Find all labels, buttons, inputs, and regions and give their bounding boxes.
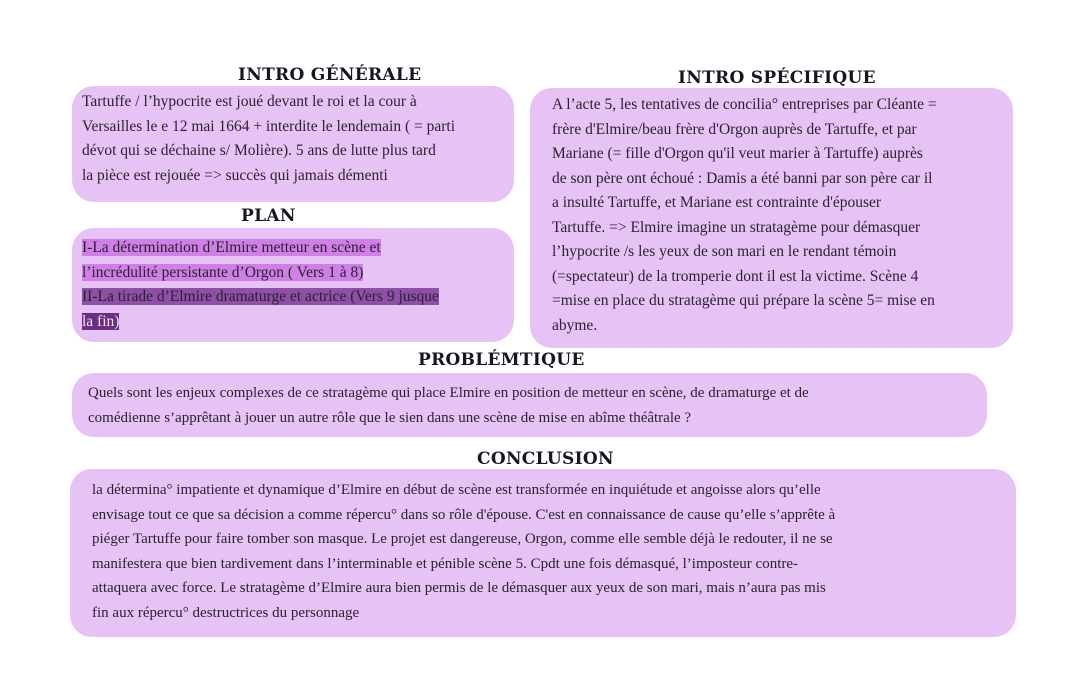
intro-generale-title: INTRO GÉNÉRALE [238, 65, 422, 85]
conclusion-line: fin aux répercu° destructrices du personnage [92, 604, 360, 621]
intro-specifique-title: INTRO SPÉCIFIQUE [678, 68, 876, 88]
conclusion-line: envisage tout ce que sa décision a comme répercu° dans so rôle d'épouse. C'est en connaissance de cause qu’elle s’apprête à [92, 506, 836, 523]
intro-specifique-line: a insulté Tartuffe, et Mariane est contrainte d'épouser [552, 194, 882, 211]
intro-specifique-line: Tartuffe. => Elmire imagine un stratagème pour démasquer [552, 218, 921, 236]
conclusion-title: CONCLUSION [477, 449, 614, 469]
conclusion-line: piéger Tartuffe pour faire tomber son masque. Le projet est dangereuse, Orgon, comme elle semble déjà le redouter, il ne se [92, 531, 833, 547]
intro-specifique-line: abyme. [552, 316, 598, 334]
plan-line-3: II-La tirade d’Elmire dramaturge et actrice (Vers 9 jusque [82, 288, 439, 305]
intro-specifique-line: l’hypocrite /s les yeux de son mari en le rendant témoin [552, 243, 897, 260]
intro-specifique-line: =mise en place du stratagème qui prépare la scène 5= mise en [552, 292, 935, 309]
problematique-line: comédienne s’apprêtant à jouer un autre rôle que le sien dans une scène de mise en abîme théâtrale ? [88, 409, 692, 426]
conclusion-line: manifestera que bien tardivement dans l’interminable et pénible scène 5. Cpdt une fois démasqué, l’imposteur contre- [92, 555, 799, 572]
conclusion-line: attaquera avec force. Le stratagème d’Elmire aura bien permis de le démasquer aux yeux de son mari, mais n’aura pas mis [92, 580, 826, 596]
intro-generale-box [72, 86, 514, 202]
intro-generale-line: dévot qui se déchaine s/ Molière). 5 ans de lutte plus tard [82, 142, 436, 159]
problematique-line: Quels sont les enjeux complexes de ce stratagème qui place Elmire en position de metteur en scène, de dramaturge et de [88, 385, 809, 401]
plan-line-2: l’incrédulité persistante d’Orgon ( Vers 1 à 8) [82, 263, 364, 281]
intro-specifique-box [530, 88, 1013, 348]
conclusion-box [70, 469, 1016, 637]
intro-specifique-line: de son père ont échoué : Damis a été banni par son père car il [552, 169, 933, 187]
plan-title: PLAN [241, 206, 296, 226]
problematique-title: PROBLÉMTIQUE [418, 350, 585, 370]
problematique-box [72, 373, 987, 437]
plan-box [72, 228, 514, 342]
intro-generale-line: Tartuffe / l’hypocrite est joué devant le roi et la cour à [82, 93, 417, 110]
intro-specifique-line: (=spectateur) de la tromperie dont il est la victime. Scène 4 [552, 267, 919, 285]
intro-specifique-line: frère d'Elmire/beau frère d'Orgon auprès de Tartuffe, et par [552, 120, 917, 138]
plan-line-1: I-La détermination d’Elmire metteur en scène et [82, 239, 381, 256]
intro-generale-line: Versailles le e 12 mai 1664 + interdite le lendemain ( = parti [82, 117, 456, 135]
plan-line-4: la fin) [82, 312, 120, 330]
conclusion-line: la détermina° impatiente et dynamique d’Elmire en début de scène est transformée en inquiétude et angoisse alors qu’elle [92, 482, 821, 498]
intro-specifique-line: A l’acte 5, les tentatives de concilia° entreprises par Cléante = [552, 96, 937, 113]
intro-generale-line: la pièce est rejouée => succès qui jamais démenti [82, 166, 388, 184]
intro-specifique-line: Mariane (= fille d'Orgon qu'il veut marier à Tartuffe) auprès [552, 145, 923, 162]
